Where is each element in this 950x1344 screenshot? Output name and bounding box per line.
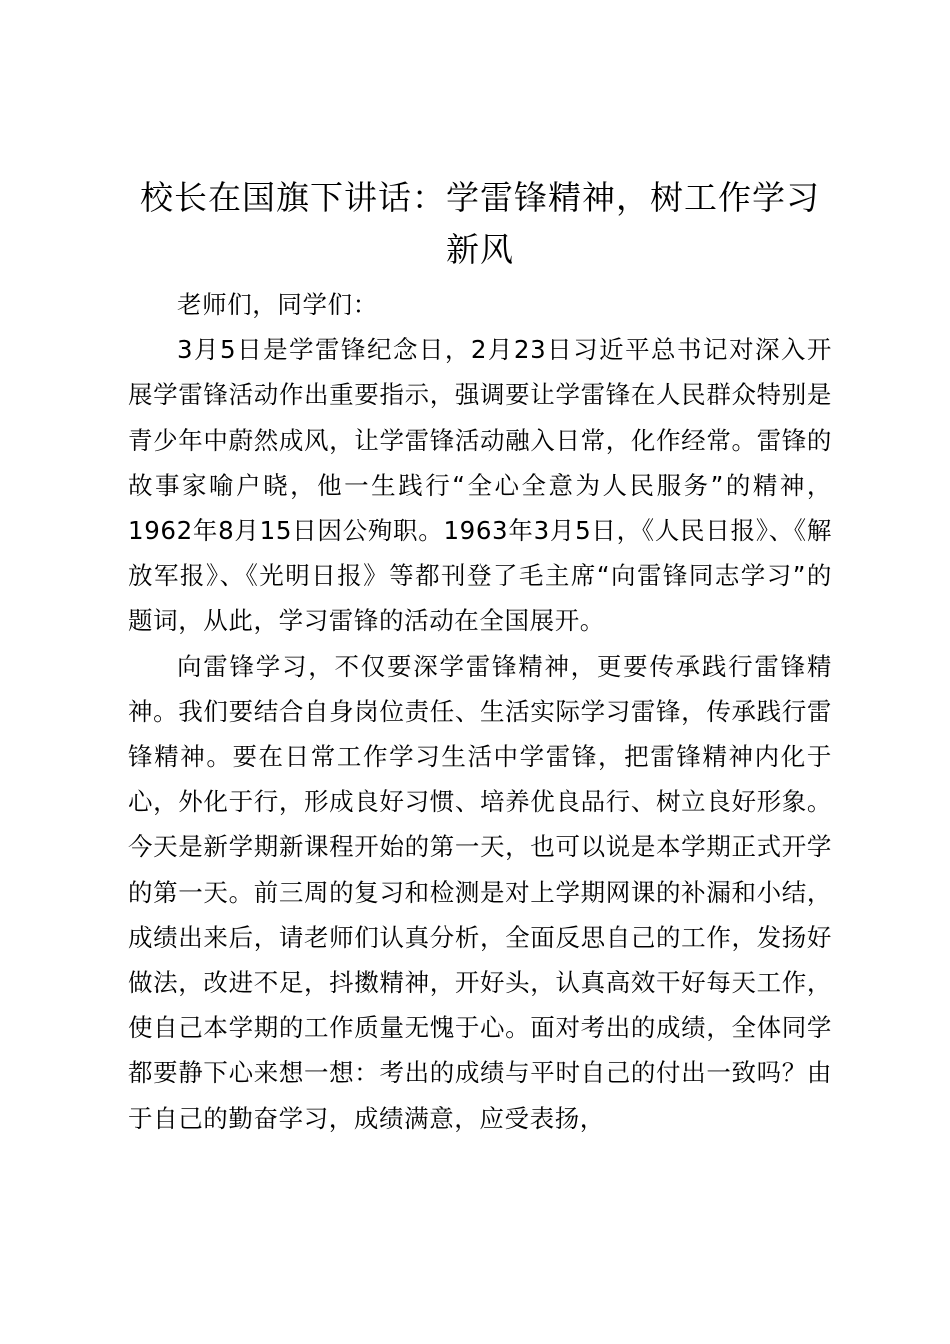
salutation: 老师们，同学们： [177, 290, 378, 319]
document-title: 校长在国旗下讲话：学雷锋精神，树工作学习新风 [140, 178, 820, 269]
paragraph-1: 3月5日是学雷锋纪念日，2月23日习近平总书记对深入开展学雷锋活动作出重要指示，强调要让学雷锋在人民群众特别是青少年中蔚然成风，让学雷锋活动融入日常，化作经常。雷锋的故事家喻户晓，他一生践行“全心全意为人民服务”的精神，1962年8月15日因公殉职。1963年3月5日，《人民日报》、《解放军报》、《光明日报》等都刊登了毛主席“向雷锋同志学习”的题词，从此，学习雷锋的活动在全国展开。 [128, 335, 832, 636]
document-page [128, 172, 832, 1141]
paragraph-2: 向雷锋学习，不仅要深学雷锋精神，更要传承践行雷锋精神。我们要结合自身岗位责任、生活实际学习雷锋，传承践行雷锋精神。要在日常工作学习生活中学雷锋，把雷锋精神内化于心，外化于行，形成良好习惯、培养优良品行、树立良好形象。今天是新学期新课程开始的第一天，也可以说是本学期正式开学的第一天。前三周的复习和检测是对上学期网课的补漏和小结，成绩出来后，请老师们认真分析，全面反思自己的工作，发扬好做法，改进不足，抖擞精神，开好头，认真高效干好每天工作，使自己本学期的工作质量无愧于心。面对考出的成绩，全体同学都要静下心来想一想：考出的成绩与平时自己的付出一致吗？由于自己的勤奋学习，成绩满意，应受表扬， [128, 651, 832, 1133]
